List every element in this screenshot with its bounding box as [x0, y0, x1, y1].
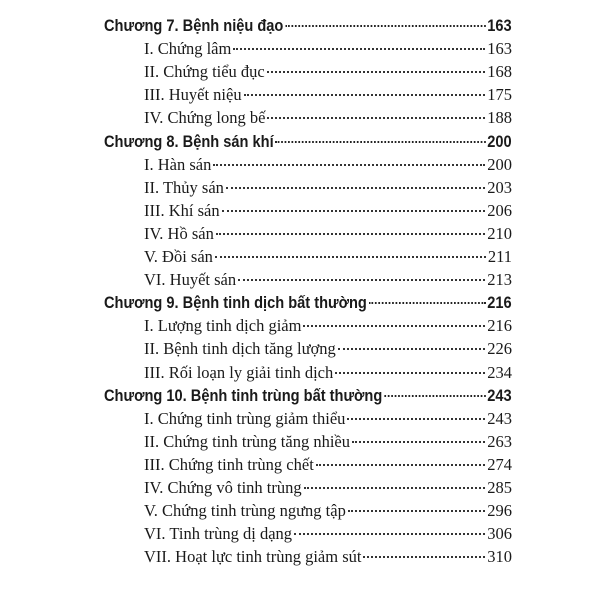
page-number: 206	[487, 200, 512, 220]
dot-leader	[213, 164, 485, 166]
section-title: III. Chứng tinh trùng chết	[144, 454, 314, 474]
dot-leader	[233, 48, 485, 50]
dot-leader	[267, 117, 485, 119]
section-title: IV. Chứng long bế	[144, 108, 266, 128]
dot-leader	[275, 141, 485, 143]
page-number: 285	[487, 478, 512, 497]
section-title: I. Lượng tinh dịch giảm	[144, 316, 302, 336]
toc-section-row	[144, 85, 512, 105]
section-title: IV. Hồ sán	[144, 223, 214, 243]
page-number: 175	[487, 85, 512, 105]
toc-section-row	[144, 62, 512, 82]
dot-leader	[294, 533, 485, 535]
page-number: 226	[487, 339, 512, 359]
toc-section-row	[144, 178, 512, 198]
toc-section-row	[144, 270, 512, 290]
section-title: II. Bệnh tinh dịch tăng lượng	[144, 339, 336, 359]
toc-chapter-row	[104, 293, 512, 313]
page-number: 188	[487, 108, 512, 128]
section-title: III. Rối loạn ly giải tinh dịch	[144, 362, 334, 382]
page-number: 200	[487, 131, 512, 151]
dot-leader	[285, 25, 485, 27]
toc-chapter-row	[104, 16, 512, 36]
section-title: III. Khí sán	[144, 200, 220, 220]
dot-leader	[335, 372, 485, 374]
chapter-title: Chương 8. Bệnh sán khí	[104, 131, 274, 151]
page-number: 310	[487, 547, 512, 567]
page-number: 168	[487, 62, 512, 82]
section-title: III. Huyết niệu	[144, 85, 242, 105]
page-number: 234	[487, 362, 512, 382]
toc-section-row	[144, 247, 512, 267]
dot-leader	[369, 302, 486, 304]
dot-leader	[216, 233, 485, 235]
page-number: 306	[487, 524, 512, 544]
page-number: 211	[487, 247, 512, 266]
section-title: I. Chứng lâm	[144, 39, 232, 59]
dot-leader	[338, 348, 485, 350]
dot-leader	[238, 279, 485, 281]
toc-section-row	[144, 339, 512, 359]
page-number: 296	[487, 501, 512, 521]
section-title: IV. Chứng vô tinh trùng	[144, 478, 302, 497]
dot-leader	[267, 71, 485, 73]
dot-leader	[352, 441, 485, 443]
dot-leader	[347, 418, 485, 420]
dot-leader	[384, 395, 486, 397]
chapter-title: Chương 10. Bệnh tinh trùng bất thường	[104, 385, 383, 405]
toc-chapter-row	[104, 132, 512, 152]
dot-leader	[348, 510, 485, 512]
page-number: 210	[487, 223, 512, 243]
toc-chapter-row	[104, 386, 512, 406]
dot-leader	[222, 210, 486, 212]
section-title: I. Chứng tinh trùng giảm thiểu	[144, 408, 346, 428]
page-number: 213	[487, 270, 512, 290]
toc-section-row	[144, 524, 512, 544]
toc-section-row	[144, 39, 512, 59]
page-number: 163	[487, 39, 512, 59]
section-title: V. Đồi sán	[144, 247, 213, 266]
page-number: 163	[487, 16, 512, 35]
toc-section-row	[144, 547, 512, 567]
toc-section-row	[144, 108, 512, 128]
dot-leader	[303, 325, 485, 327]
section-title: V. Chứng tinh trùng ngưng tập	[144, 501, 346, 521]
dot-leader	[226, 187, 485, 189]
toc-section-row	[144, 224, 512, 244]
page-number: 274	[487, 454, 512, 474]
toc-section-row	[144, 478, 512, 498]
dot-leader	[363, 556, 485, 558]
dot-leader	[244, 94, 486, 96]
page-number: 216	[487, 316, 512, 336]
section-title: II. Thủy sán	[144, 177, 224, 197]
section-title: II. Chứng tinh trùng tăng nhiều	[144, 431, 351, 451]
dot-leader	[304, 487, 486, 489]
toc-section-row	[144, 201, 512, 221]
dot-leader	[215, 256, 486, 258]
page-number: 243	[487, 385, 512, 405]
toc-section-row	[144, 155, 512, 175]
toc-section-row	[144, 455, 512, 475]
chapter-title: Chương 7. Bệnh niệu đạo	[104, 16, 284, 35]
page-number: 200	[487, 154, 512, 174]
page-number: 203	[487, 177, 512, 197]
section-title: VII. Hoạt lực tinh trùng giảm sút	[144, 547, 362, 567]
section-title: II. Chứng tiểu đục	[144, 62, 265, 82]
toc-section-row	[144, 316, 512, 336]
page-number: 243	[487, 408, 512, 428]
toc-section-row	[144, 409, 512, 429]
page-number: 216	[487, 293, 512, 313]
toc-section-row	[144, 432, 512, 452]
section-title: I. Hàn sán	[144, 154, 212, 174]
chapter-title: Chương 9. Bệnh tinh dịch bất thường	[104, 293, 367, 313]
dot-leader	[316, 464, 485, 466]
page-number: 263	[487, 431, 512, 451]
toc-section-row	[144, 363, 512, 383]
section-title: VI. Tinh trùng dị dạng	[144, 524, 293, 544]
section-title: VI. Huyết sán	[144, 270, 237, 290]
toc-section-row	[144, 501, 512, 521]
